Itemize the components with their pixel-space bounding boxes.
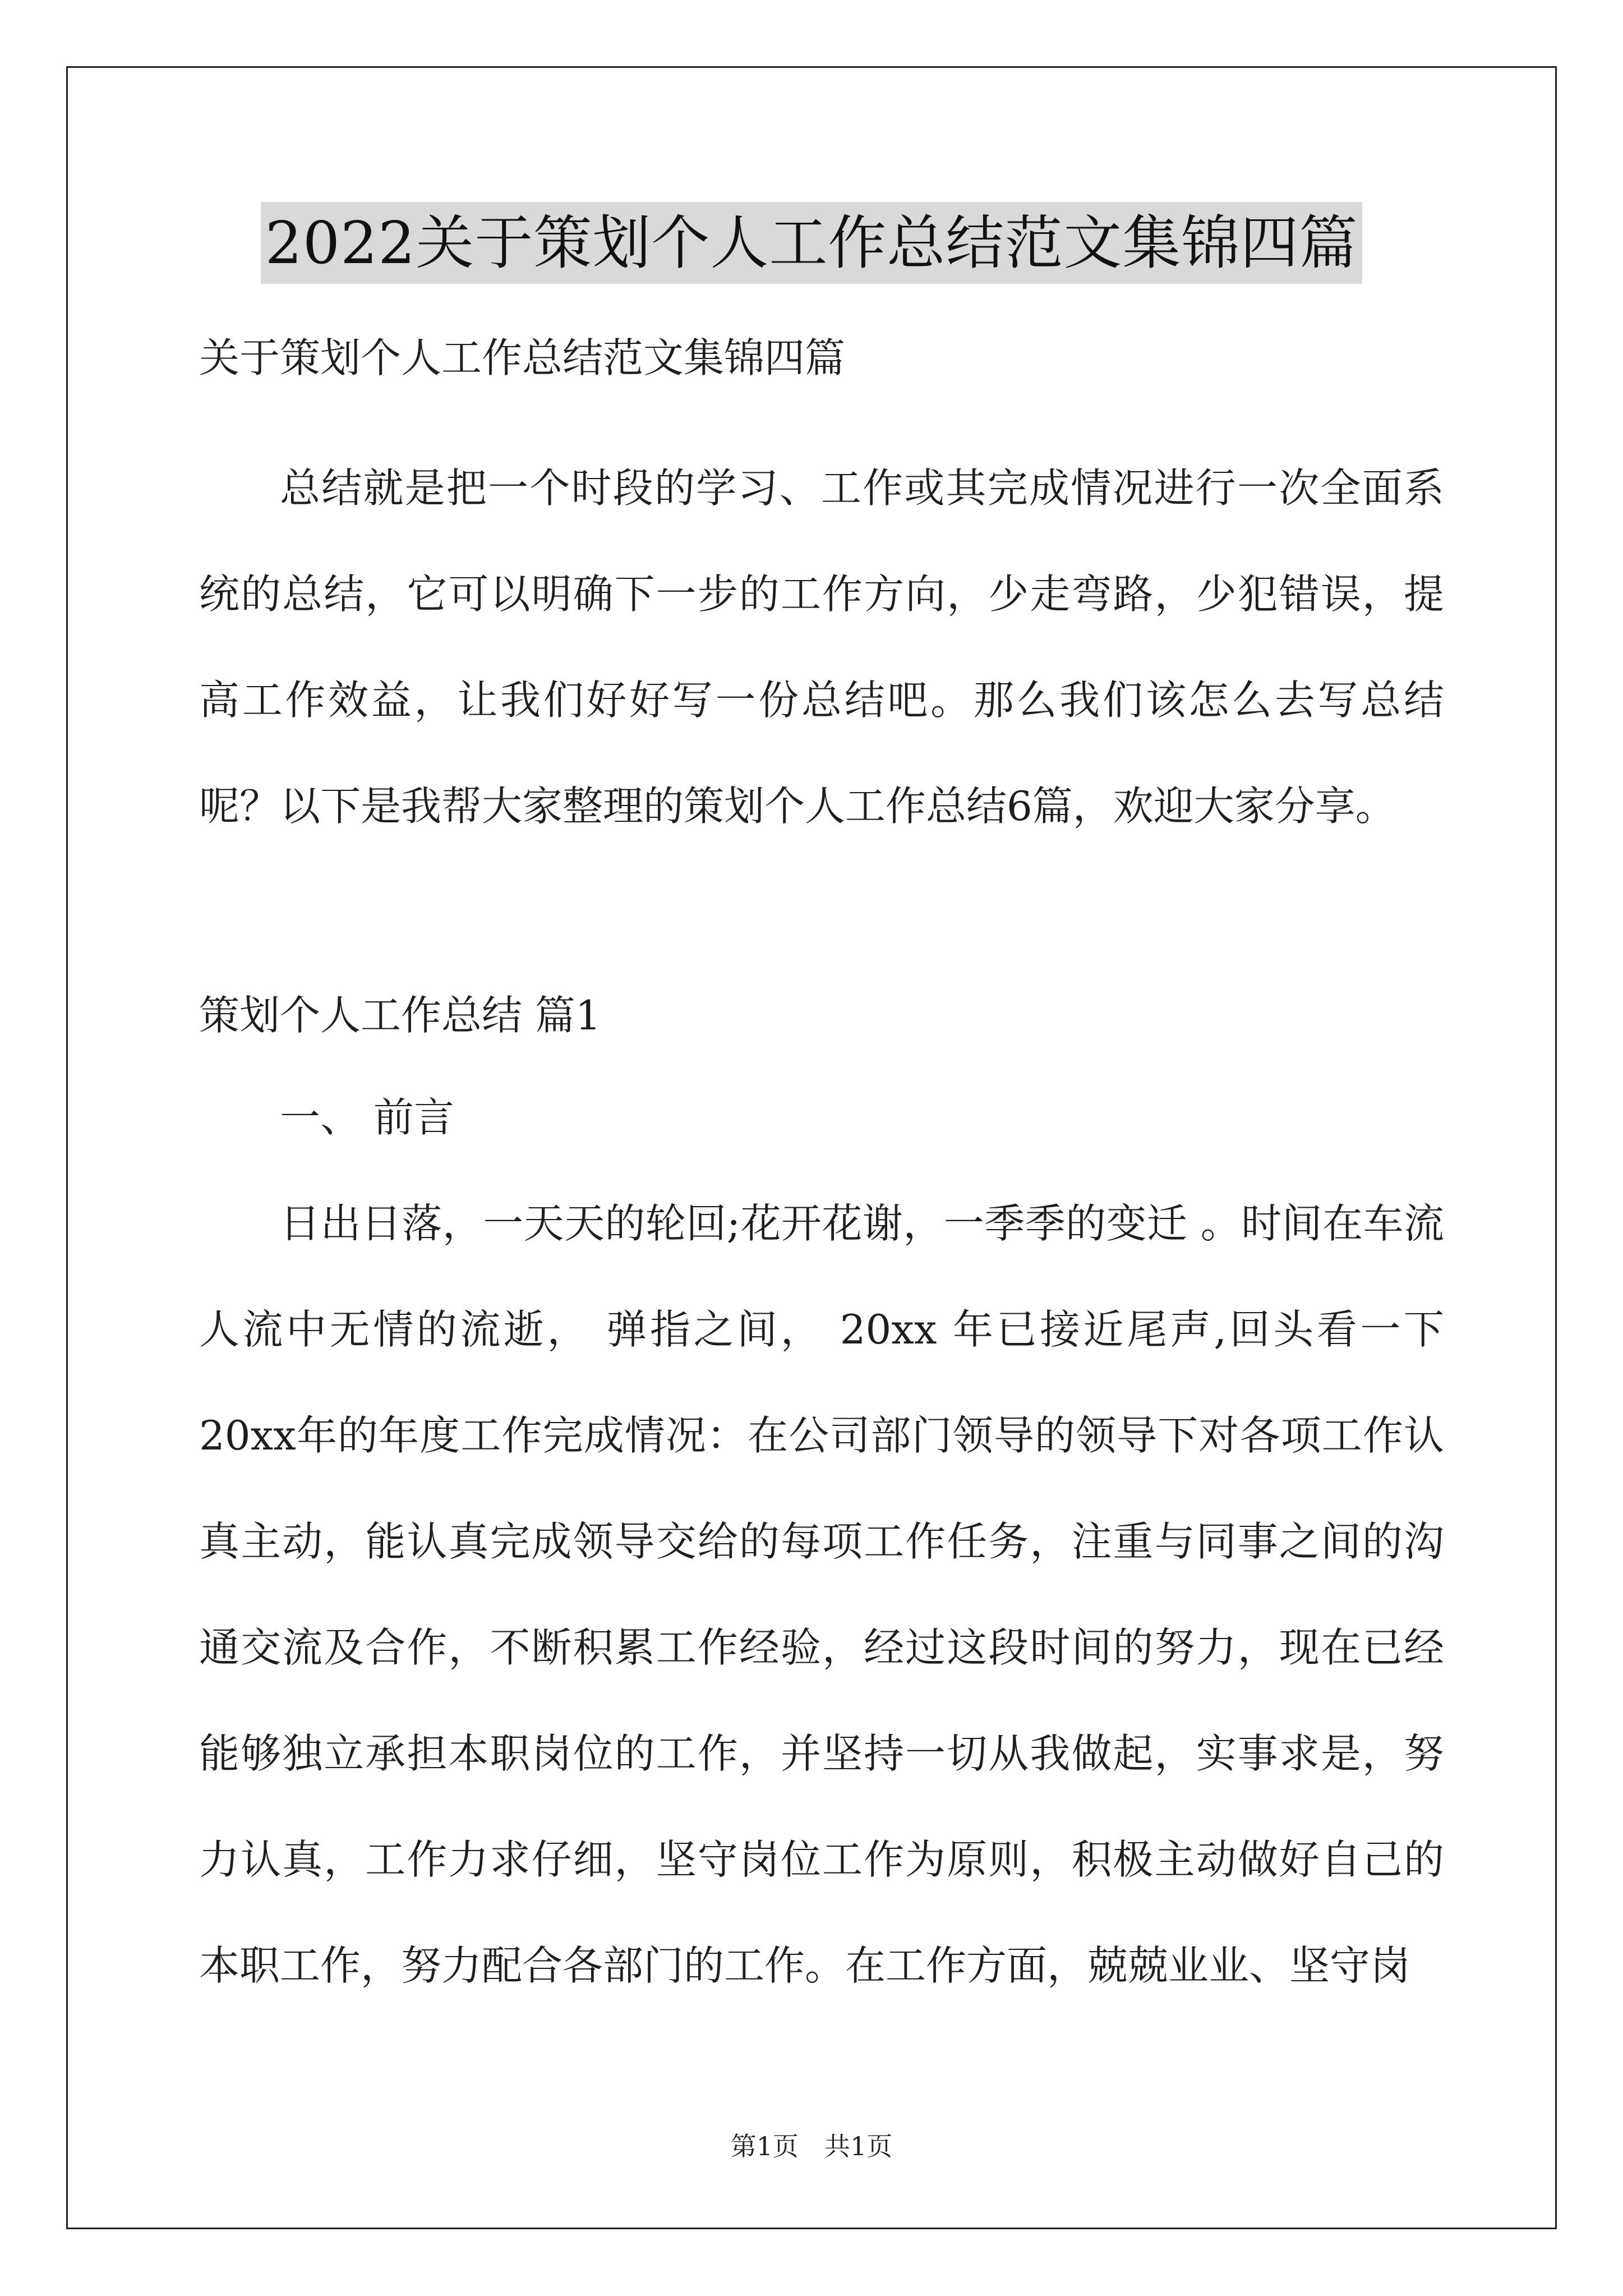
document-subtitle: 关于策划个人工作总结范文集锦四篇 — [199, 334, 846, 381]
document-title: 2022关于策划个人工作总结范文集锦四篇 — [261, 202, 1363, 284]
body-paragraph: 日出日落，一天天的轮回;花开花谢，一季季的变迁 。时间在车流人流中无情的流逝， 弹指之间， 20xx 年已接近尾声,回头看一下20xx年的年度工作完成情况：在公司部门领导的领导下对各项工作认真主动，能认真完成领导交给的每项工作任务，注重与同事之间的沟通交流及合作，不断积累工作经验，经过这段时间的努力，现在已经能够独立承担本职岗位的工作，并坚持一切从我做起，实事求是，努力认真，工作力求仔细，坚守岗位工作为原则，积极主动做好自己的本职工作，努力配合各部门的工作。在工作方面，兢兢业业、坚守岗 — [199, 1200, 1444, 1989]
page-footer — [0, 2126, 1623, 2163]
intro-paragraph: 总结就是把一个时段的学习、工作或其完成情况进行一次全面系统的总结，它可以明确下一步的工作方向，少走弯路，少犯错误，提高工作效益，让我们好好写一份总结吧。那么我们该怎么去写总结呢？以下是我帮大家整理的策划个人工作总结6篇，欢迎大家分享。 — [199, 464, 1444, 830]
subsection-heading: 一、 前言 — [280, 1094, 454, 1141]
spacer — [199, 385, 1444, 435]
section-heading: 策划个人工作总结 篇1 — [199, 992, 601, 1039]
page-total: 共1页 — [824, 2131, 893, 2161]
spacer — [199, 859, 1444, 988]
document-body — [199, 331, 1444, 2019]
page-number: 第1页 — [730, 2131, 799, 2161]
title-container — [0, 202, 1623, 284]
